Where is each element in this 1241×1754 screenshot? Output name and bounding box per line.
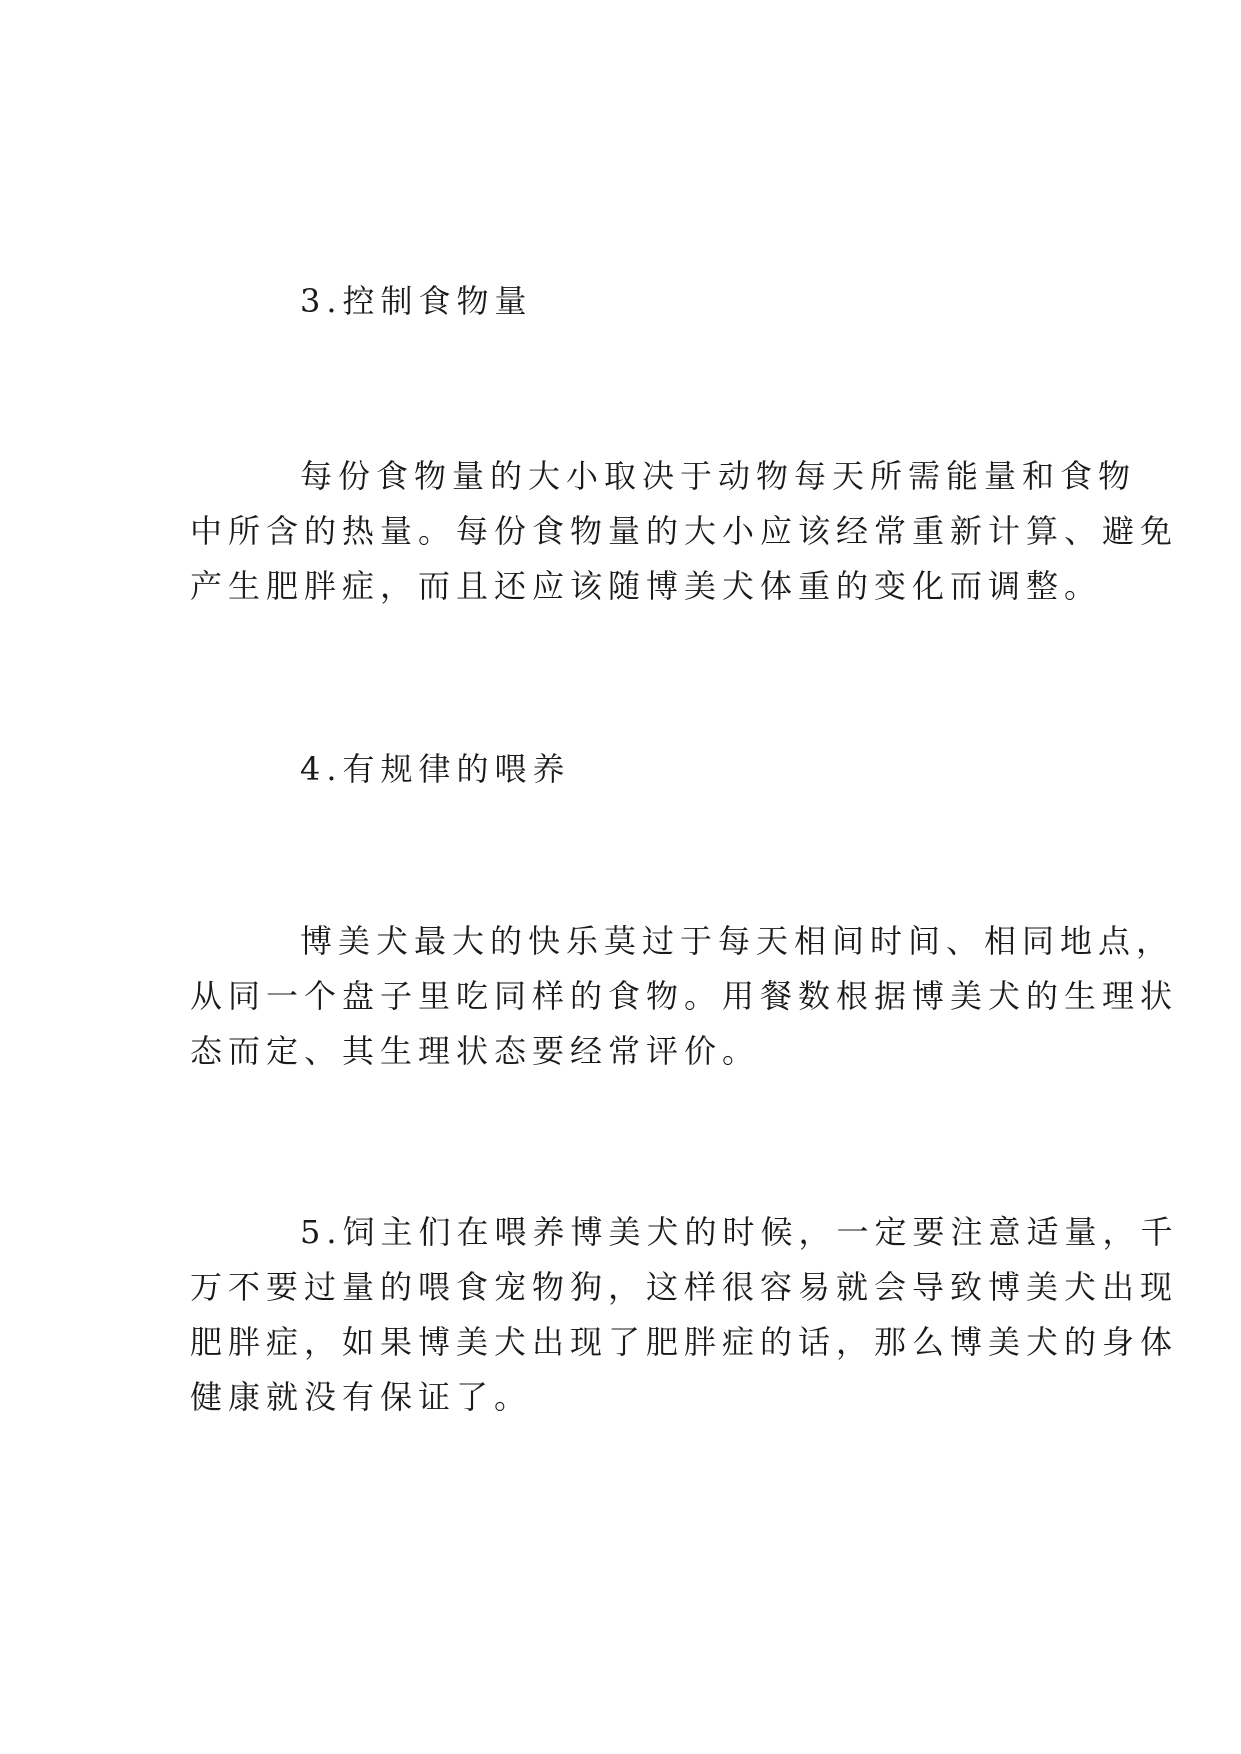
paragraph-5-line-2: 万不要过量的喂食宠物狗，这样很容易就会导致博美犬出现 <box>190 1268 1179 1306</box>
section-heading-3: 3.控制食物量 <box>300 282 533 320</box>
paragraph-3-line-1: 每份食物量的大小取决于动物每天所需能量和食物 <box>300 457 1137 495</box>
paragraph-4-line-1: 博美犬最大的快乐莫过于每天相间时间、相同地点， <box>300 922 1175 960</box>
paragraph-5-line-1: 5.饲主们在喂养博美犬的时候，一定要注意适量，千 <box>300 1213 1179 1251</box>
section-heading-4: 4.有规律的喂养 <box>300 750 571 788</box>
paragraph-4-line-2: 从同一个盘子里吃同样的食物。用餐数根据博美犬的生理状 <box>190 977 1179 1015</box>
paragraph-3-line-3: 产生肥胖症，而且还应该随博美犬体重的变化而调整。 <box>190 567 1103 605</box>
paragraph-5-line-4: 健康就没有保证了。 <box>190 1378 533 1416</box>
paragraph-3-line-2: 中所含的热量。每份食物量的大小应该经常重新计算、避免 <box>190 512 1179 550</box>
paragraph-5-line-3: 肥胖症，如果博美犬出现了肥胖症的话，那么博美犬的身体 <box>190 1323 1179 1361</box>
paragraph-4-line-3: 态而定、其生理状态要经常评价。 <box>190 1032 761 1070</box>
